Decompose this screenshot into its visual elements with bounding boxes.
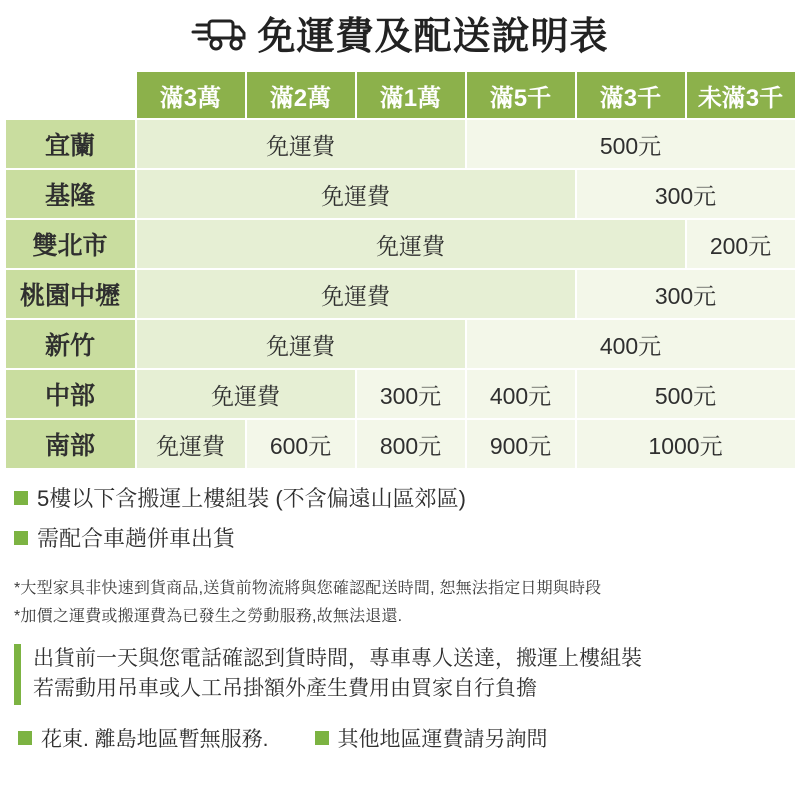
fineprint-line: *大型家具非快速到貨商品,送貨前物流將與您確認配送時間, 恕無法指定日期與時段	[14, 580, 602, 597]
table-header-row	[5, 71, 796, 119]
table-row	[5, 419, 796, 469]
region-label: 南部	[5, 419, 136, 469]
rate-cell: 300元	[576, 169, 796, 219]
rate-cell: 300元	[576, 269, 796, 319]
table-row	[5, 369, 796, 419]
bullet-square-icon	[14, 531, 28, 545]
fineprint-line: *加價之運費或搬運費為已發生之勞動服務,故無法退還.	[14, 608, 403, 625]
bullet-square-icon	[18, 731, 32, 745]
rate-cell: 免運費	[136, 119, 466, 169]
bullet-square-icon	[315, 731, 329, 745]
region-label: 基隆	[5, 169, 136, 219]
table-row	[5, 319, 796, 369]
table-row	[5, 269, 796, 319]
shipping-rate-table	[4, 70, 797, 470]
rate-cell: 免運費	[136, 319, 466, 369]
table-column-header-2: 滿1萬	[356, 71, 466, 119]
highlight-line: 若需動用吊車或人工吊掛額外產生費用由買家自行負擔	[33, 677, 537, 701]
footer-note-left: 花東. 離島地區暫無服務.	[41, 727, 269, 751]
region-label: 雙北市	[5, 219, 136, 269]
table-column-header-5: 未滿3千	[686, 71, 796, 119]
table-corner-cell	[5, 71, 136, 119]
region-label: 宜蘭	[5, 119, 136, 169]
list-item	[14, 522, 800, 553]
delivery-truck-icon	[191, 15, 247, 60]
region-label: 桃園中壢	[5, 269, 136, 319]
table-row	[5, 119, 796, 169]
rate-cell: 900元	[466, 419, 576, 469]
rate-cell: 免運費	[136, 219, 686, 269]
rate-cell: 免運費	[136, 369, 356, 419]
highlight-block	[14, 644, 800, 705]
table-row	[5, 169, 796, 219]
region-label: 新竹	[5, 319, 136, 369]
rate-cell: 400元	[466, 319, 796, 369]
footer-note-right: 其他地區運費請另詢問	[337, 727, 548, 751]
footer-notes	[18, 723, 800, 753]
highlight-line: 出貨前一天與您電話確認到貨時間，專車專人送達，搬運上樓組裝	[33, 647, 642, 670]
vertical-bar-accent	[14, 644, 21, 705]
rate-cell: 免運費	[136, 169, 576, 219]
rate-cell: 免運費	[136, 269, 576, 319]
bullet-square-icon	[14, 491, 28, 505]
table-body	[5, 119, 796, 469]
list-item	[14, 482, 800, 513]
rate-cell: 400元	[466, 369, 576, 419]
page-title: 免運費及配送說明表	[257, 16, 609, 58]
table-column-header-0: 滿3萬	[136, 71, 246, 119]
fineprint-block	[14, 575, 800, 626]
table-row	[5, 219, 796, 269]
document-header	[0, 0, 800, 70]
rate-cell: 600元	[246, 419, 356, 469]
table-column-header-4: 滿3千	[576, 71, 686, 119]
rate-cell: 300元	[356, 369, 466, 419]
rate-cell: 500元	[576, 369, 796, 419]
table-column-header-3: 滿5千	[466, 71, 576, 119]
table-column-header-1: 滿2萬	[246, 71, 356, 119]
region-label: 中部	[5, 369, 136, 419]
rate-cell: 800元	[356, 419, 466, 469]
rate-cell: 200元	[686, 219, 796, 269]
note-text: 需配合車趟併車出貨	[37, 526, 236, 551]
note-text: 5樓以下含搬運上樓組裝 (不含偏遠山區郊區)	[37, 486, 467, 511]
notes-list	[14, 482, 800, 553]
rate-cell: 免運費	[136, 419, 246, 469]
rate-cell: 1000元	[576, 419, 796, 469]
rate-cell: 500元	[466, 119, 796, 169]
